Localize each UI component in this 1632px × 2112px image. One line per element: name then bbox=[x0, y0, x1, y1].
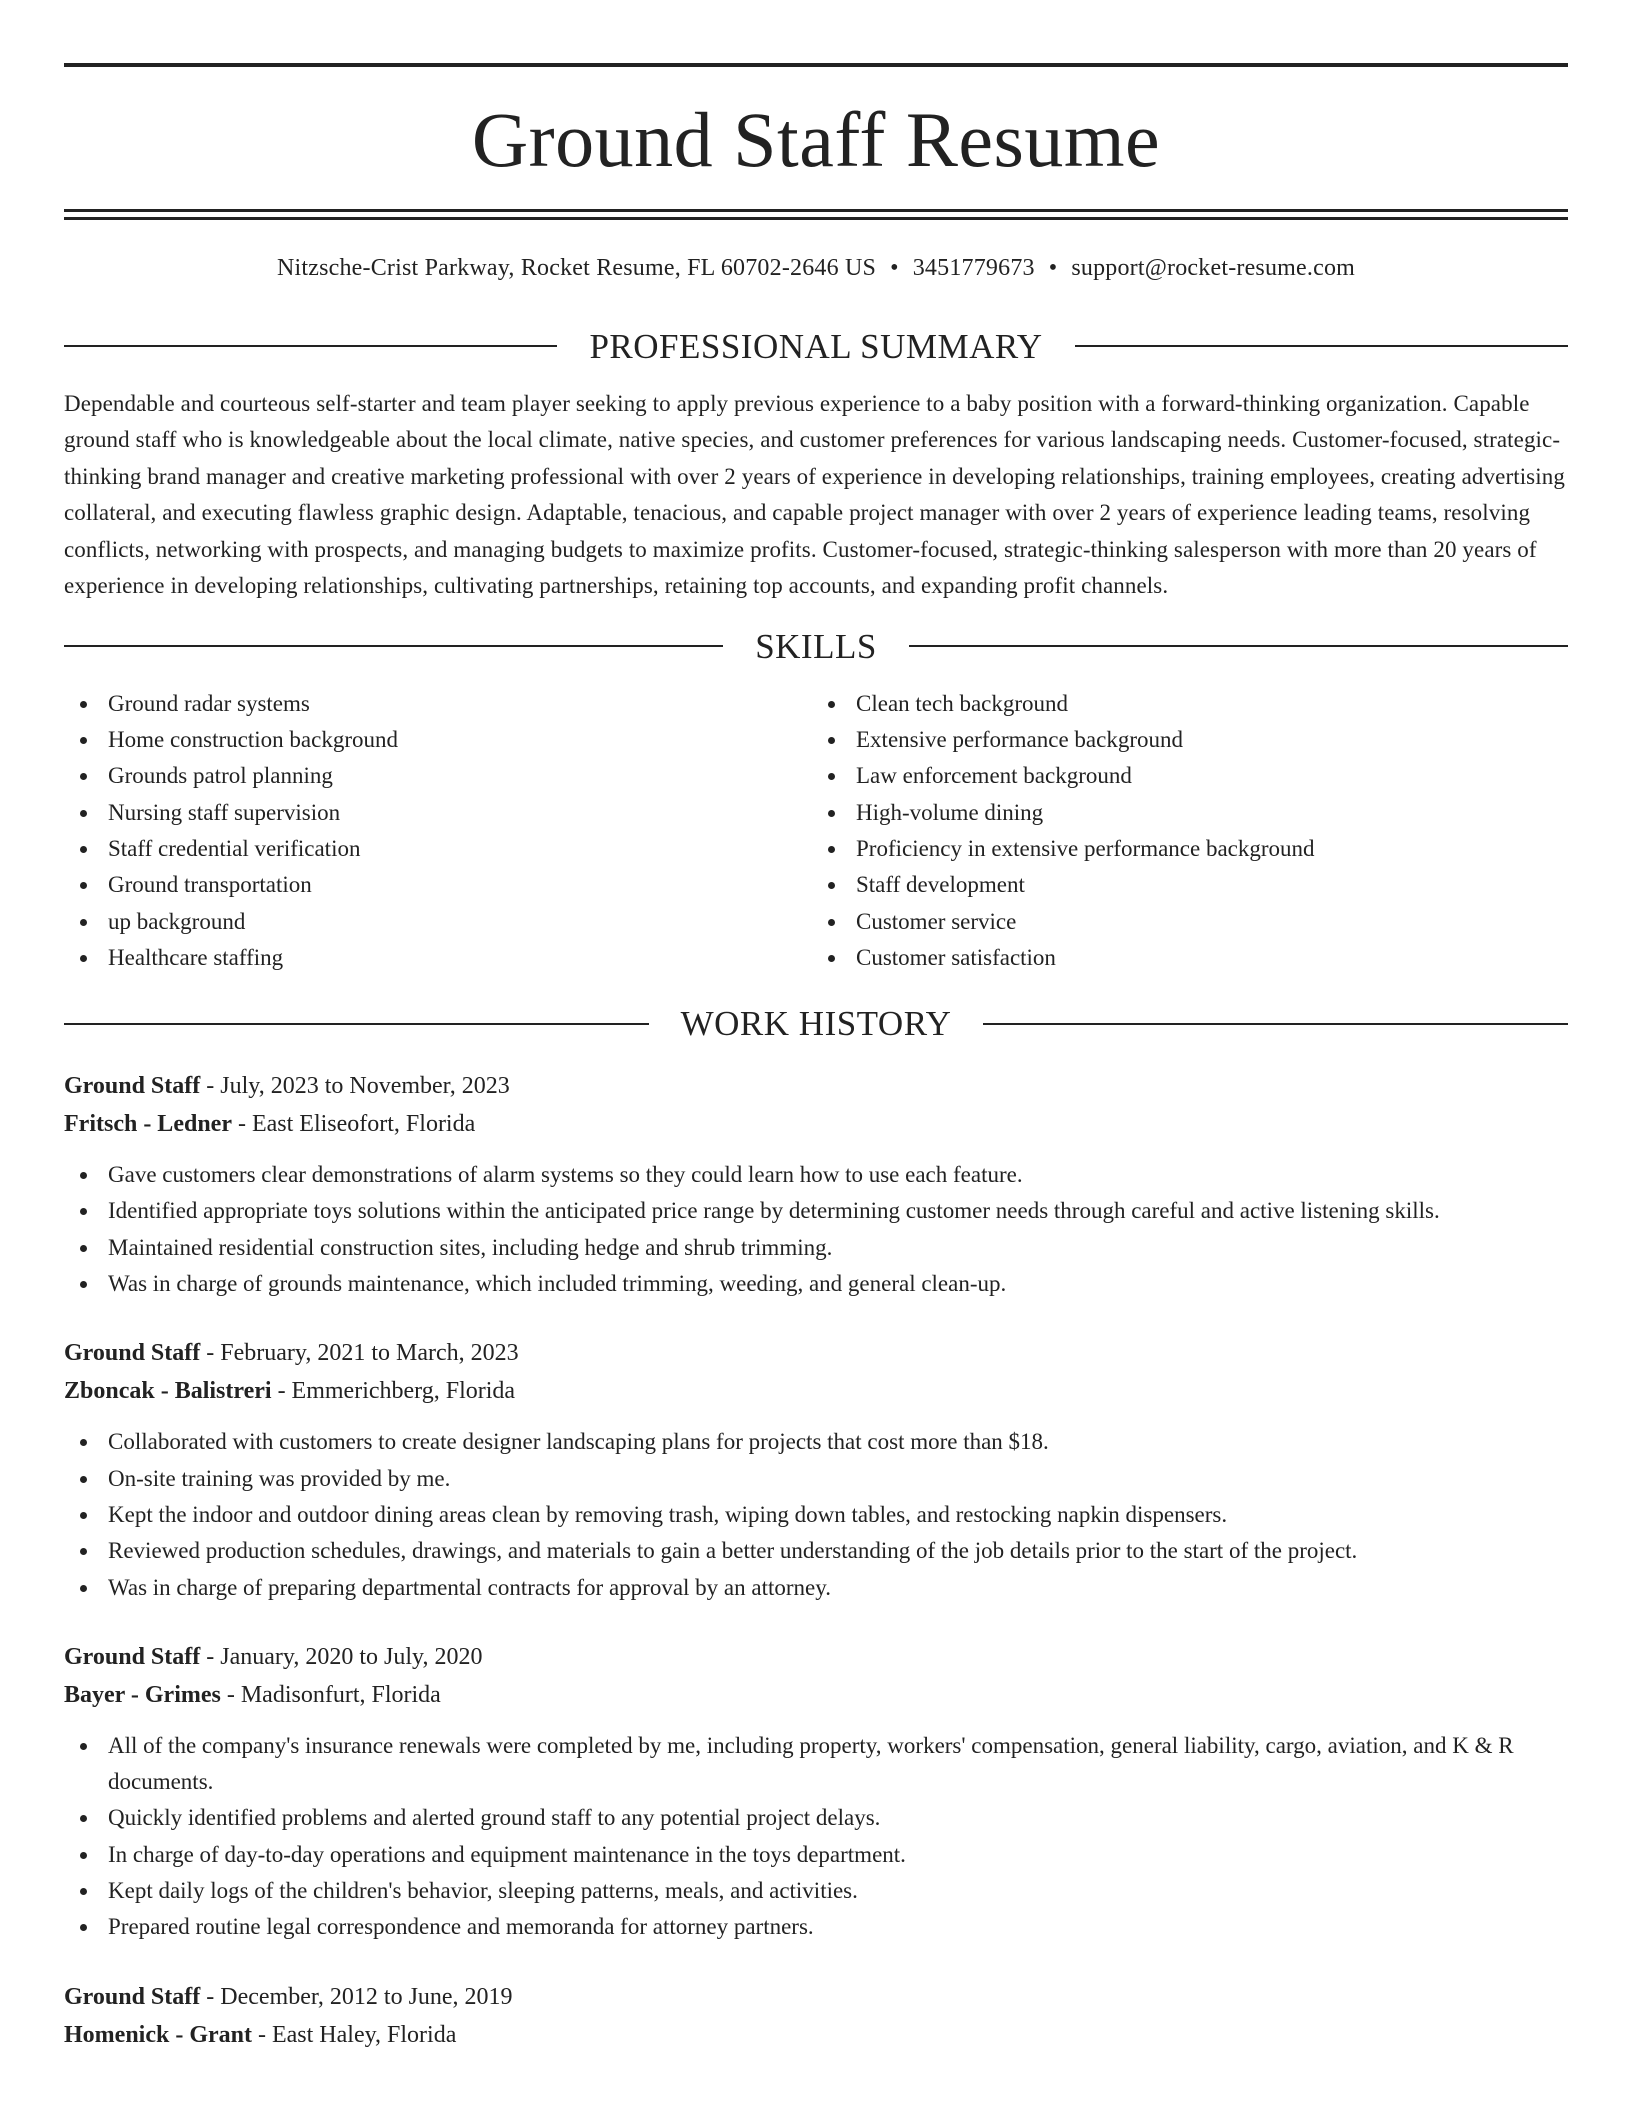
section-header-summary bbox=[64, 326, 1568, 366]
job-bullet: Was in charge of grounds maintenance, which included trimming, weeding, and general clean-up. bbox=[64, 1266, 1568, 1302]
job-bullets bbox=[64, 1728, 1568, 1946]
job-company-line bbox=[64, 2016, 1568, 2054]
skill-item: up background bbox=[64, 904, 820, 940]
section-rule-left bbox=[64, 345, 557, 347]
job-role: Ground Staff bbox=[64, 1073, 201, 1100]
section-rule-right bbox=[983, 1023, 1568, 1025]
section-rule-right bbox=[1075, 345, 1568, 347]
job-bullet: Kept daily logs of the children's behavior, sleeping patterns, meals, and activities. bbox=[64, 1873, 1568, 1909]
work-history bbox=[64, 1067, 1568, 2053]
skill-item: Customer satisfaction bbox=[812, 940, 1568, 976]
title-double-rule bbox=[64, 209, 1568, 220]
skill-item: High-volume dining bbox=[812, 795, 1568, 831]
job-company-line bbox=[64, 1372, 1568, 1410]
skill-item: Ground transportation bbox=[64, 867, 820, 903]
job-entry bbox=[64, 1638, 1568, 1946]
job-bullet: All of the company's insurance renewals were completed by me, including property, workers' compensation, general liability, cargo, aviation, and K & R documents. bbox=[64, 1728, 1568, 1801]
skill-item: Healthcare staffing bbox=[64, 940, 820, 976]
top-rule bbox=[64, 63, 1568, 67]
section-rule-left bbox=[64, 1023, 649, 1025]
job-company: Homenick - Grant bbox=[64, 2021, 252, 2048]
job-bullet: Prepared routine legal correspondence and memoranda for attorney partners. bbox=[64, 1909, 1568, 1945]
skill-item: Law enforcement background bbox=[812, 758, 1568, 794]
skill-item: Staff development bbox=[812, 867, 1568, 903]
job-company-line bbox=[64, 1105, 1568, 1143]
job-bullets bbox=[64, 1157, 1568, 1302]
job-location: - East Eliseofort, Florida bbox=[231, 1111, 476, 1138]
skill-item: Staff credential verification bbox=[64, 831, 820, 867]
job-bullet: On-site training was provided by me. bbox=[64, 1461, 1568, 1497]
section-rule-right bbox=[909, 645, 1568, 647]
contact-separator: • bbox=[1048, 255, 1058, 281]
section-title-work: WORK HISTORY bbox=[680, 1004, 952, 1044]
skills-list bbox=[64, 686, 1568, 976]
job-company: Bayer - Grimes bbox=[64, 1681, 221, 1708]
job-location: - Emmerichberg, Florida bbox=[271, 1378, 516, 1405]
job-bullet: Quickly identified problems and alerted ground staff to any potential project delays. bbox=[64, 1800, 1568, 1836]
job-bullet: Was in charge of preparing departmental contracts for approval by an attorney. bbox=[64, 1570, 1568, 1606]
skills-column-right bbox=[812, 686, 1568, 976]
job-bullet: Kept the indoor and outdoor dining areas clean by removing trash, wiping down tables, and restocking napkin dispensers. bbox=[64, 1497, 1568, 1533]
job-title-line bbox=[64, 1334, 1568, 1372]
contact-phone: 3451779673 bbox=[912, 255, 1035, 281]
professional-summary: Dependable and courteous self-starter and team player seeking to apply previous experience to a baby position with a forward-thinking organization. Capable ground staff who is knowledgeable about the local climate, native species, and customer preferences for various landscaping needs. Customer-focused, strategic-thinking brand manager and creative marketing professional with over 2 years of experience in developing relationships, training employees, creating advertising collateral, and executing flawless graphic design. Adaptable, tenacious, and capable project manager with over 2 years of experience leading teams, resolving conflicts, networking with prospects, and managing budgets to maximize profits. Customer-focused, strategic-thinking salesperson with more than 20 years of experience in developing relationships, cultivating partnerships, retaining top accounts, and expanding profit channels. bbox=[64, 390, 1565, 599]
skill-item: Proficiency in extensive performance background bbox=[812, 831, 1568, 867]
job-bullet: Reviewed production schedules, drawings, and materials to gain a better understanding of the job details prior to the start of the project. bbox=[64, 1533, 1568, 1569]
skill-item: Extensive performance background bbox=[812, 722, 1568, 758]
skill-item: Home construction background bbox=[64, 722, 820, 758]
contact-separator: • bbox=[890, 255, 899, 281]
skill-item: Clean tech background bbox=[812, 686, 1568, 722]
resume-title: Ground Staff Resume bbox=[471, 96, 1161, 183]
job-dates: - July, 2023 to November, 2023 bbox=[200, 1073, 510, 1100]
skill-item: Customer service bbox=[812, 904, 1568, 940]
contact-address: Nitzsche-Crist Parkway, Rocket Resume, FL 60702-2646 US bbox=[276, 255, 877, 281]
job-location: - Madisonfurt, Florida bbox=[220, 1681, 441, 1708]
section-rule-left bbox=[64, 645, 723, 647]
job-entry bbox=[64, 1334, 1568, 1605]
job-bullet: In charge of day-to-day operations and equipment maintenance in the toys department. bbox=[64, 1837, 1568, 1873]
job-bullet: Gave customers clear demonstrations of alarm systems so they could learn how to use each feature. bbox=[64, 1157, 1568, 1193]
job-role: Ground Staff bbox=[64, 1340, 201, 1367]
job-title-line bbox=[64, 1638, 1568, 1676]
section-header-work bbox=[64, 1004, 1568, 1044]
job-dates: - December, 2012 to June, 2019 bbox=[200, 1983, 513, 2010]
skill-item: Ground radar systems bbox=[64, 686, 820, 722]
job-company: Zboncak - Balistreri bbox=[64, 1378, 272, 1405]
section-title-summary: PROFESSIONAL SUMMARY bbox=[589, 326, 1043, 366]
job-role: Ground Staff bbox=[64, 1643, 201, 1670]
job-title-line bbox=[64, 1978, 1568, 2016]
section-header-skills bbox=[64, 626, 1568, 666]
skill-item: Grounds patrol planning bbox=[64, 758, 820, 794]
job-title-line bbox=[64, 1067, 1568, 1105]
job-location: - East Haley, Florida bbox=[251, 2021, 457, 2048]
job-bullet: Collaborated with customers to create designer landscaping plans for projects that cost more than $18. bbox=[64, 1424, 1568, 1460]
skills-column-left bbox=[64, 686, 820, 976]
job-role: Ground Staff bbox=[64, 1983, 201, 2010]
contact-line bbox=[64, 254, 1568, 283]
job-company: Fritsch - Ledner bbox=[64, 1111, 232, 1138]
section-title-skills: SKILLS bbox=[755, 626, 877, 666]
job-bullet: Identified appropriate toys solutions within the anticipated price range by determining customer needs through careful and active listening skills. bbox=[64, 1193, 1568, 1229]
job-dates: - January, 2020 to July, 2020 bbox=[200, 1643, 483, 1670]
job-bullets bbox=[64, 1424, 1568, 1605]
job-bullet: Maintained residential construction sites, including hedge and shrub trimming. bbox=[64, 1230, 1568, 1266]
contact-email[interactable]: support@rocket-resume.com bbox=[1071, 255, 1356, 281]
job-entry bbox=[64, 1067, 1568, 1302]
job-dates: - February, 2021 to March, 2023 bbox=[200, 1340, 519, 1367]
skill-item: Nursing staff supervision bbox=[64, 795, 820, 831]
job-company-line bbox=[64, 1676, 1568, 1714]
job-entry bbox=[64, 1978, 1568, 2054]
